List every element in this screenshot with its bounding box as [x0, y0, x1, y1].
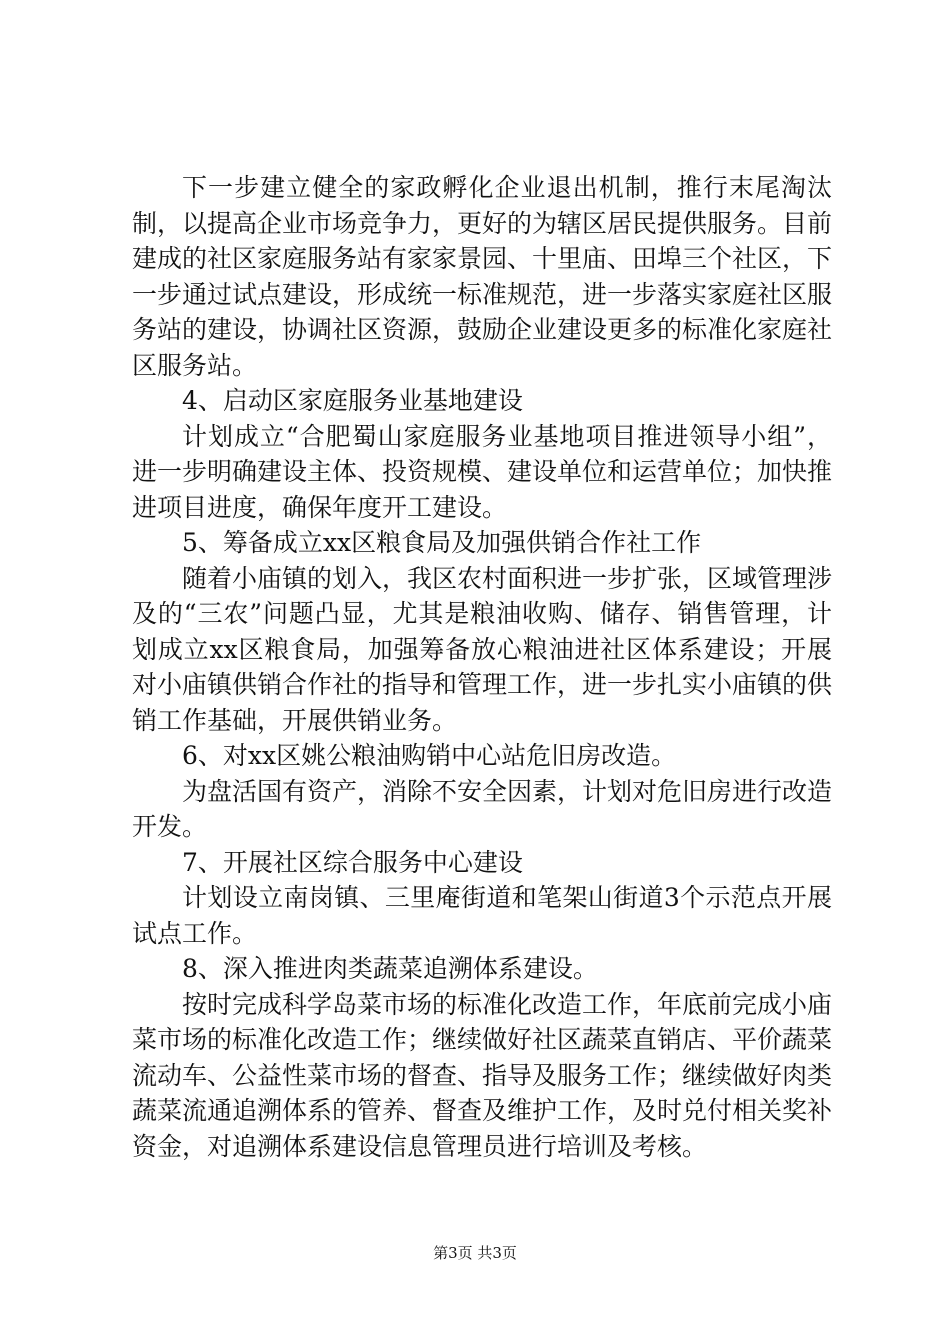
- document-body: [132, 170, 832, 1164]
- heading-item-5: 5、筹备成立xx区粮食局及加强供销合作社工作: [182, 528, 702, 557]
- paragraph-service-station-plan: 下一步建立健全的家政孵化企业退出机制，推行末尾淘汰制，以提高企业市场竞争力，更好的为辖区居民提供服务。目前建成的社区家庭服务站有家家景园、十里庙、田埠三个社区，下一步通过试点建设，形成统一标准规范，进一步落实家庭社区服务站的建设，协调社区资源，鼓励企业建设更多的标准化家庭社区服务站。: [132, 173, 833, 380]
- paragraph-base-construction: 计划成立“合肥蜀山家庭服务业基地项目推进领导小组”，进一步明确建设主体、投资规模、建设单位和运营单位；加快推进项目进度，确保年度开工建设。: [132, 421, 833, 522]
- paragraph-traceability: 按时完成科学岛菜市场的标准化改造工作，年底前完成小庙菜市场的标准化改造工作；继续做好社区蔬菜直销店、平价蔬菜流动车、公益性菜市场的督查、指导及服务工作；继续做好肉类蔬菜流通追溯体系的管养、督查及维护工作，及时兑付相关奖补资金，对追溯体系建设信息管理员进行培训及考核。: [132, 989, 833, 1161]
- heading-item-4: 4、启动区家庭服务业基地建设: [182, 386, 523, 415]
- heading-item-6: 6、对xx区姚公粮油购销中心站危旧房改造。: [182, 741, 677, 770]
- paragraph-grain-bureau: 随着小庙镇的划入，我区农村面积进一步扩张，区域管理涉及的“三农”问题凸显，尤其是粮油收购、储存、销售管理，计划成立xx区粮食局，加强筹备放心粮油进社区体系建设；开展对小庙镇供销合作社的指导和管理工作，进一步扎实小庙镇的供销工作基础，开展供销业务。: [132, 563, 833, 735]
- heading-item-7: 7、开展社区综合服务中心建设: [182, 847, 523, 877]
- heading-item-8: 8、深入推进肉类蔬菜追溯体系建设。: [182, 954, 598, 983]
- page-number-footer: 第3页 共3页: [433, 1244, 517, 1262]
- paragraph-pilot-sites: 计划设立南岗镇、三里庵街道和笔架山街道3个示范点开展试点工作。: [132, 883, 832, 948]
- paragraph-renovation: 为盘活国有资产，消除不安全因素，计划对危旧房进行改造开发。: [132, 776, 833, 841]
